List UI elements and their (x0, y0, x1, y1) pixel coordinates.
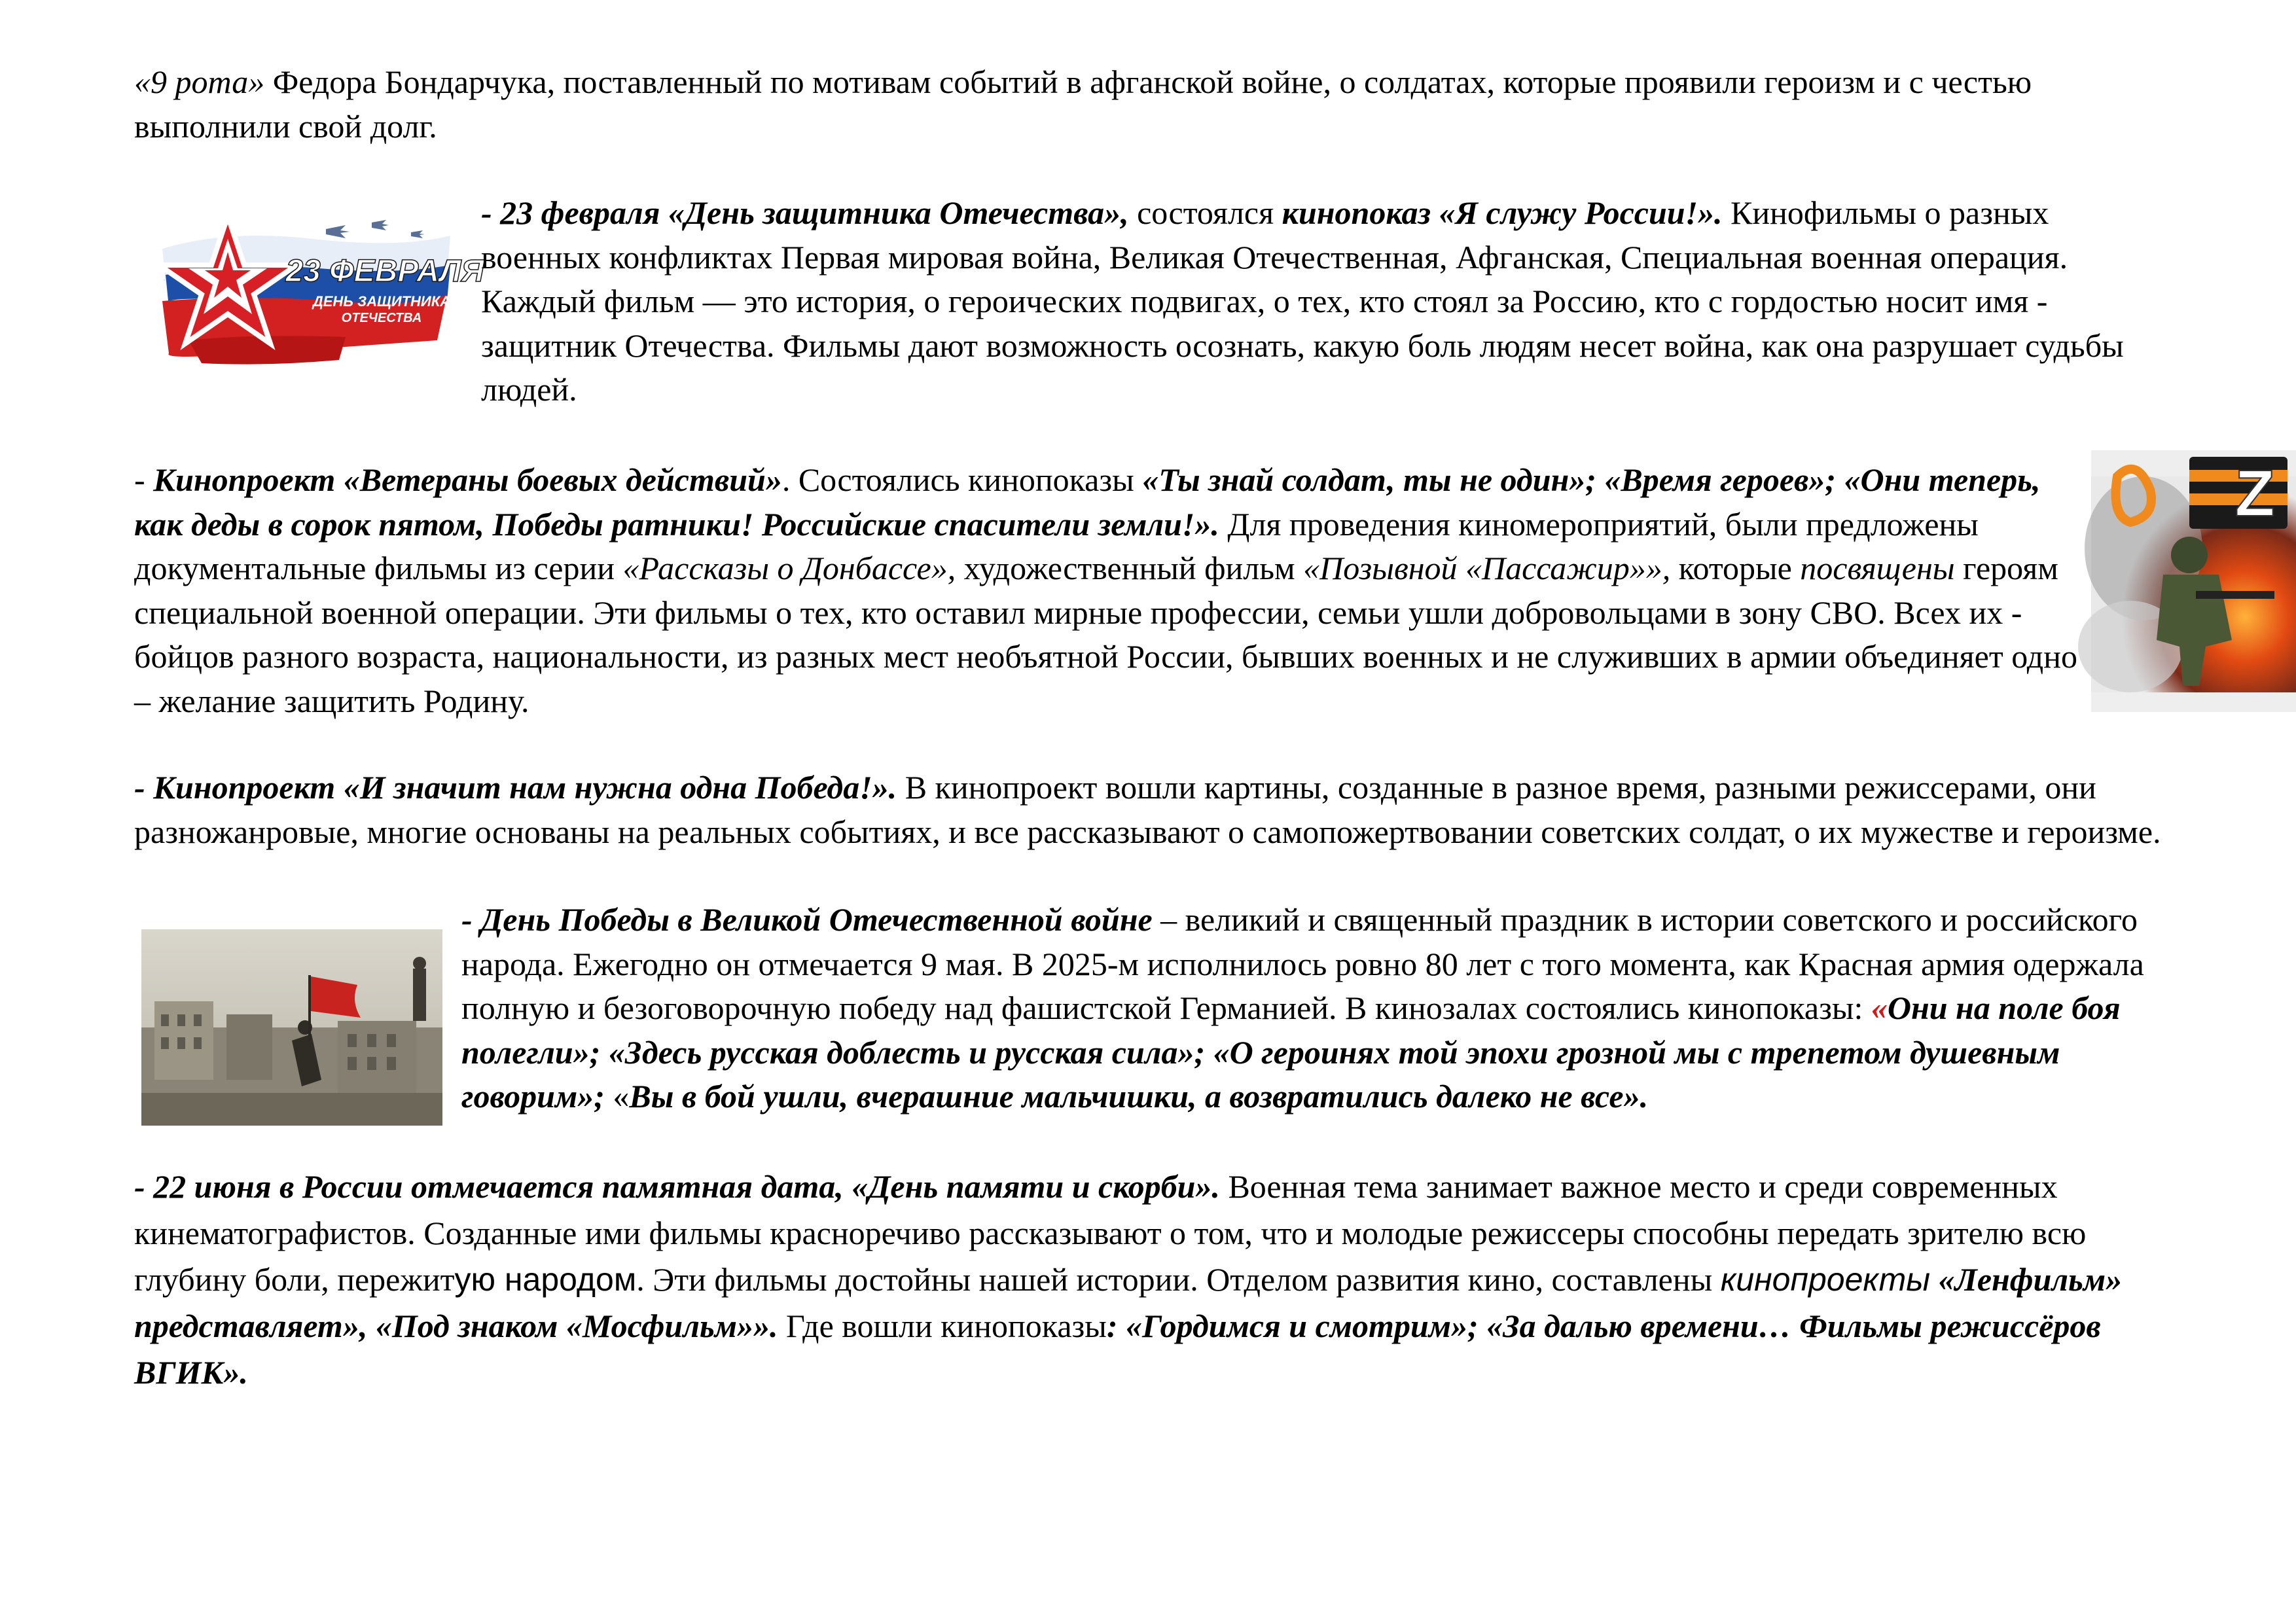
svo-soldier-image (2091, 450, 2296, 712)
veterans-film: «Позывной «Пассажир»», (1303, 550, 1671, 586)
intro-film-title: «9 рота» (134, 63, 265, 100)
veterans-text-3: которые (1670, 550, 1801, 586)
june22-text-2: . Эти фильмы достойны нашей истории. Отделом развития кино, составлены (636, 1261, 1721, 1298)
veterans-shows: «Ты знай солдат, ты не один»; «Время героев»; «Они теперь, как деды в сорок пятом, Победы ратники! Российские спасители земли!». (134, 461, 2041, 543)
veterans-project-title: Кинопроект «Ветераны боевых действий» (153, 461, 782, 498)
june22-title: - 22 июня в России отмечается памятная дата, «День памяти и скорби». (134, 1168, 1220, 1205)
victory-day-paragraph (461, 898, 2150, 1119)
victory-project-title: - Кинопроект «И значит нам нужна одна Победа!». (134, 769, 897, 806)
victory-project-body: В кинопроект вошли картины, созданные в разное время, разными режиссерами, они разножанровые, многие основаны на реальных событиях, и все рассказывают о самопожертвовании советских солдат, о их мужестве и героизме. (134, 769, 2161, 850)
z-letter-icon: Z (2234, 457, 2275, 530)
feb23-logo-image (149, 203, 484, 380)
feb23-title: - 23 февраля «День защитника Отечества», (481, 194, 1129, 231)
veterans-series: «Рассказы о Донбассе», (622, 550, 956, 586)
feb23-body: Кинофильмы о разных военных конфликтах Первая мировая война, Великая Отечественная, Афганская, Специальная военная операция. Каждый фильм — это история, о героических подвигах, о тех, кто стоял за Россию, кто с гордостью носит имя - защитник Отечества. Фильмы дают возможность осознать, какую боль людям несет война, как она разрушает судьбы людей. (481, 194, 2124, 408)
victory-day-body: – великий и священный праздник в истории советского и российского народа. Ежегодно он отмечается 9 мая. В 2025-м исполнилось ровно 80 лет с того момента, как Красная армия одержала полную и безоговорочную победу над фашистской Германией. В кинозалах состоялись кинопоказы: (461, 901, 2144, 1026)
feb23-logo-line2: ДЕНЬ ЗАЩИТНИКА (312, 293, 451, 310)
june22-paragraph (134, 1164, 2163, 1396)
victory-project-paragraph (134, 766, 2163, 854)
june22-text-1: Военная тема занимает важное место и среди современных кинематографистов. Созданные ими фильмы красноречиво рассказывают о том, что и молодые режиссеры способны передать зрителю всю глубину боли, пережит (134, 1168, 2087, 1298)
intro-paragraph (134, 60, 2176, 149)
victory-flag-image (141, 929, 442, 1126)
veterans-held: . Состоялись кинопоказы (781, 461, 1143, 498)
feb23-held: состоялся (1128, 194, 1282, 231)
feb23-paragraph (481, 191, 2157, 412)
feb23-show-title: кинопоказ «Я служу России!». (1282, 194, 1723, 231)
victory-day-shows-2: Вы в бой ушли, вчерашние мальчишки, а возвратились далеко не все». (629, 1078, 1649, 1115)
veterans-text-1: Для проведения киномероприятий, были предложены документальные фильмы из серии (134, 505, 1979, 586)
victory-day-title: - День Победы в Великой Отечественной войне (461, 901, 1153, 938)
victory-day-shows: Они на поле боя полегли»; «Здесь русская доблесть и русская сила»; «О героинях той эпохи грозной мы с трепетом душевным говорим»; (461, 990, 2121, 1115)
june22-shows: : «Гордимся и смотрим»; «За далью времени… Фильмы режиссёров ВГИК». (134, 1308, 2101, 1391)
veterans-dash: - (134, 461, 154, 498)
june22-projects: «Ленфильм» представляет», «Под знаком «Мосфильм»». (134, 1261, 2123, 1344)
june22-text-3: Где вошли кинопоказы (778, 1308, 1107, 1344)
veterans-text-2: художественный фильм (956, 550, 1304, 586)
victory-day-red-quote: « (1871, 990, 1888, 1026)
veterans-paragraph (134, 458, 2085, 723)
intro-text: Федора Бондарчука, поставленный по мотивам событий в афганской войне, о солдатах, которые проявили героизм и с честью выполнили свой долг. (134, 63, 2032, 145)
feb23-logo-line1: 23 ФЕВРАЛЯ (285, 254, 484, 289)
veterans-dedicated: посвящены (1800, 550, 1955, 586)
victory-day-quote: « (613, 1078, 630, 1115)
veterans-text-4: героям специальной военной операции. Эти фильмы о тех, кто оставил мирные профессии, семьи ушли добровольцами в зону СВО. Всех их - бойцов разного возраста, национальности, из разных мест необъятной России, бывших военных и не служивших в армии объединяет одно – желание защитить Родину. (134, 550, 2077, 719)
feb23-logo-line3: ОТЕЧЕСТВА (341, 311, 422, 325)
june22-projects-label: кинопроекты (1720, 1261, 1931, 1298)
june22-text-1-sans: ую народом (454, 1261, 637, 1298)
